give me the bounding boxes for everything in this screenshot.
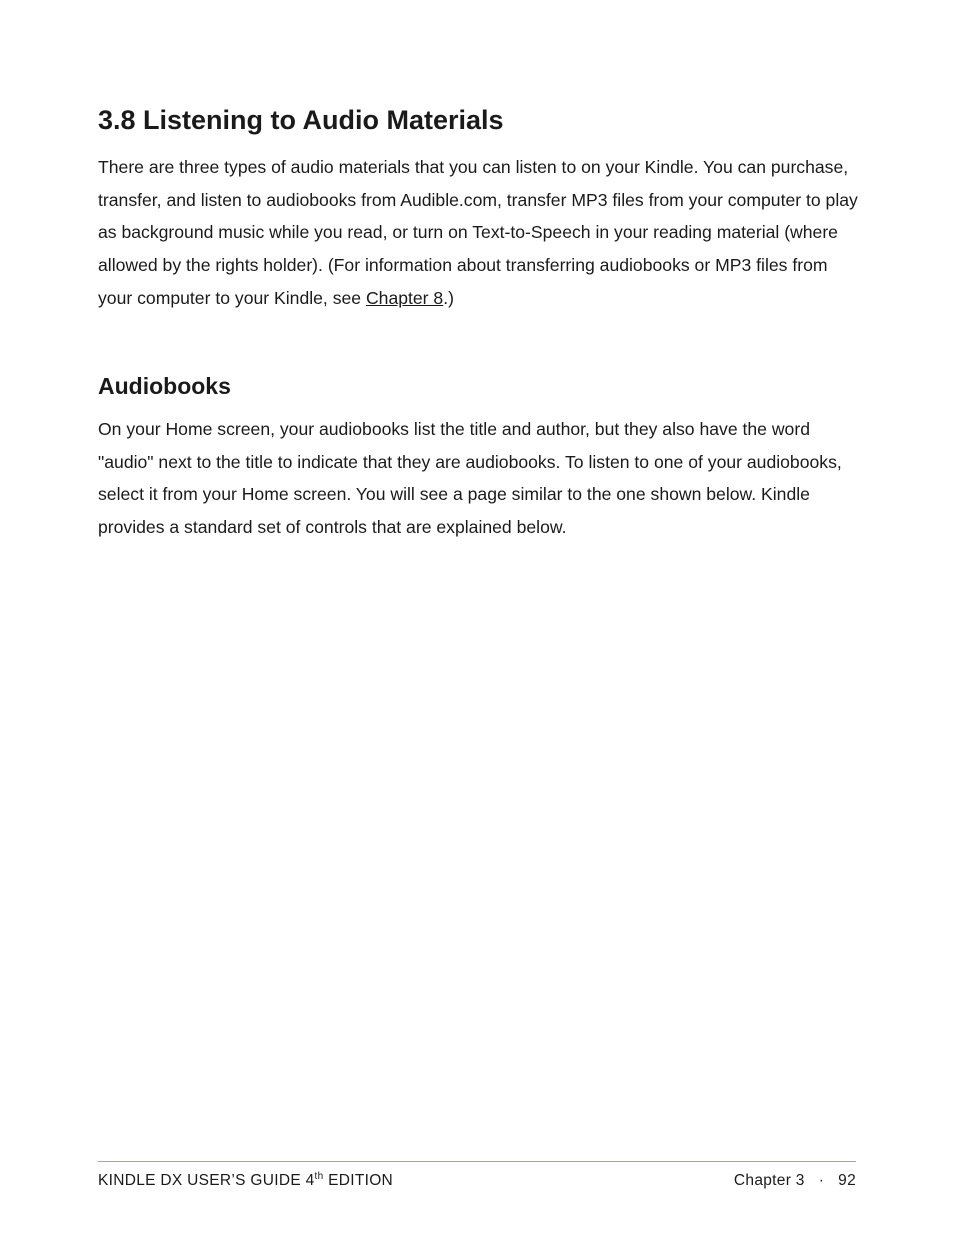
intro-text: There are three types of audio materials that you can listen to on your Kindle. You can purchase, transfer, and listen to audiobooks from Audible.com, transfer MP3 files from your computer to play as background music while you read, or turn on Text-to-Speech in your reading material (where allowed by the rights holder). (For information about transferring audiobooks or MP3 files from your computer to your Kindle, see	[98, 157, 858, 308]
section-heading: 3.8 Listening to Audio Materials	[98, 105, 504, 135]
intro-text-end: .)	[443, 287, 454, 308]
footer-page-number: 92	[838, 1172, 856, 1189]
chapter-8-link[interactable]: Chapter 8	[365, 287, 444, 308]
footer-separator: ·	[818, 1172, 825, 1189]
footer-guide-title	[98, 1170, 393, 1192]
audiobooks-paragraph: On your Home screen, your audiobooks list the title and author, but they also have the word "audio" next to the title to indicate that they are audiobooks. To listen to one of your audiobooks, select it from your Home screen. You will see a page similar to the one shown below. Kindle provides a standard set of controls that are explained below.	[98, 419, 842, 538]
intro-paragraph	[98, 151, 858, 315]
footer-rule	[98, 1161, 856, 1162]
footer-chapter: Chapter 3	[733, 1172, 805, 1189]
footer-guide-suffix: EDITION	[323, 1172, 394, 1189]
footer-guide-prefix: KINDLE DX USER’S GUIDE 4	[98, 1172, 315, 1189]
subsection-heading: Audiobooks	[98, 373, 231, 399]
footer-guide-superscript: th	[314, 1171, 324, 1182]
footer-page-info	[734, 1170, 856, 1192]
